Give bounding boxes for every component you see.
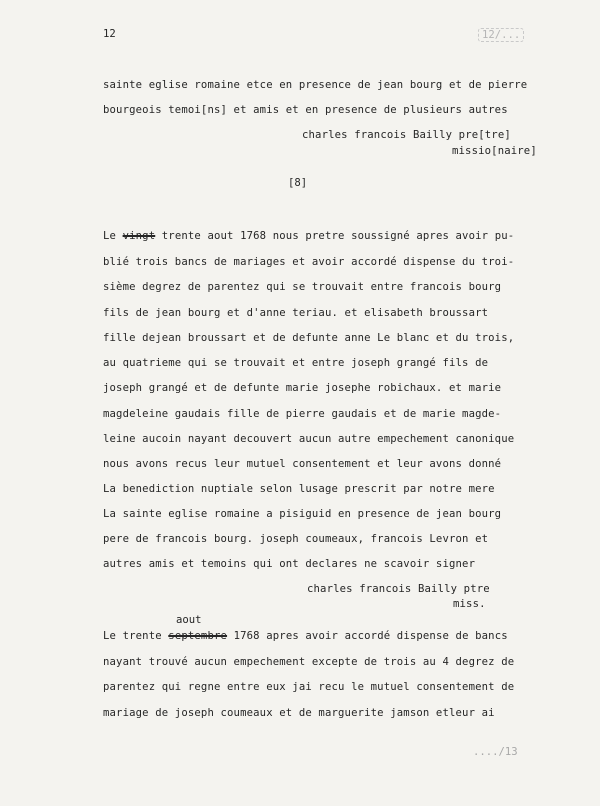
section-marker: [8] <box>288 177 308 189</box>
text-line: fille dejean broussart et de defunte anne Le blanc et du trois, <box>103 332 515 344</box>
text-line: nayant trouvé aucun empechement excepte de trois au 4 degrez de <box>103 656 515 668</box>
signature-line: charles francois Bailly pre[tre] <box>302 129 511 141</box>
text-line: sième degrez de parentez qui se trouvait entre francois bourg <box>103 281 502 293</box>
text-line: au quatrieme qui se trouvait et entre joseph grangé fils de <box>103 357 489 369</box>
text-line: fils de jean bourg et d'anne teriau. et elisabeth broussart <box>103 307 489 319</box>
struck-word: septembre <box>168 630 228 642</box>
first-word: Le trente <box>103 630 162 642</box>
text-line: mariage de joseph coumeaux et de marguerite jamson etleur ai <box>103 707 495 719</box>
continued-ref-bottom: ..../13 <box>473 746 518 758</box>
first-word: Le <box>103 230 117 242</box>
signature-line: missio[naire] <box>452 145 537 157</box>
text-line: bourgeois temoi[ns] et amis et en presence de plusieurs autres <box>103 104 508 116</box>
entry-first-line <box>103 229 514 243</box>
page-number: 12 <box>103 28 116 40</box>
text-line: leine aucoin nayant decouvert aucun autre empechement canonique <box>103 433 515 445</box>
line-rest: 1768 apres avoir accordé dispense de bancs <box>233 630 508 642</box>
text-line: La sainte eglise romaine a pisiguid en presence de jean bourg <box>103 508 502 520</box>
text-line: parentez qui regne entre eux jai recu le mutuel consentement de <box>103 681 515 693</box>
text-line: nous avons recus leur mutuel consentement et leur avons donné <box>103 458 502 470</box>
text-line: joseph grangé et de defunte marie josephe robichaux. et marie <box>103 382 502 394</box>
text-line: blié trois bancs de mariages et avoir accordé dispense du troi- <box>103 256 515 268</box>
text-line: La benediction nuptiale selon lusage prescrit par notre mere <box>103 483 495 495</box>
signature-line: miss. <box>453 598 486 610</box>
line-rest: trente aout 1768 nous pretre soussigné apres avoir pu- <box>161 230 515 242</box>
struck-word: vingt <box>122 230 156 242</box>
entry-first-line <box>103 629 508 643</box>
text-line: magdeleine gaudais fille de pierre gaudais et de marie magde- <box>103 408 502 420</box>
text-line: sainte eglise romaine etce en presence de jean bourg et de pierre <box>103 79 528 91</box>
text-line: pere de francois bourg. joseph coumeaux, francois Levron et <box>103 533 489 545</box>
text-line: autres amis et temoins qui ont declares ne scavoir signer <box>103 558 476 570</box>
inserted-word: aout <box>176 614 202 626</box>
continued-ref-top: 12/... <box>478 28 524 42</box>
signature-line: charles francois Bailly ptre <box>307 583 490 595</box>
